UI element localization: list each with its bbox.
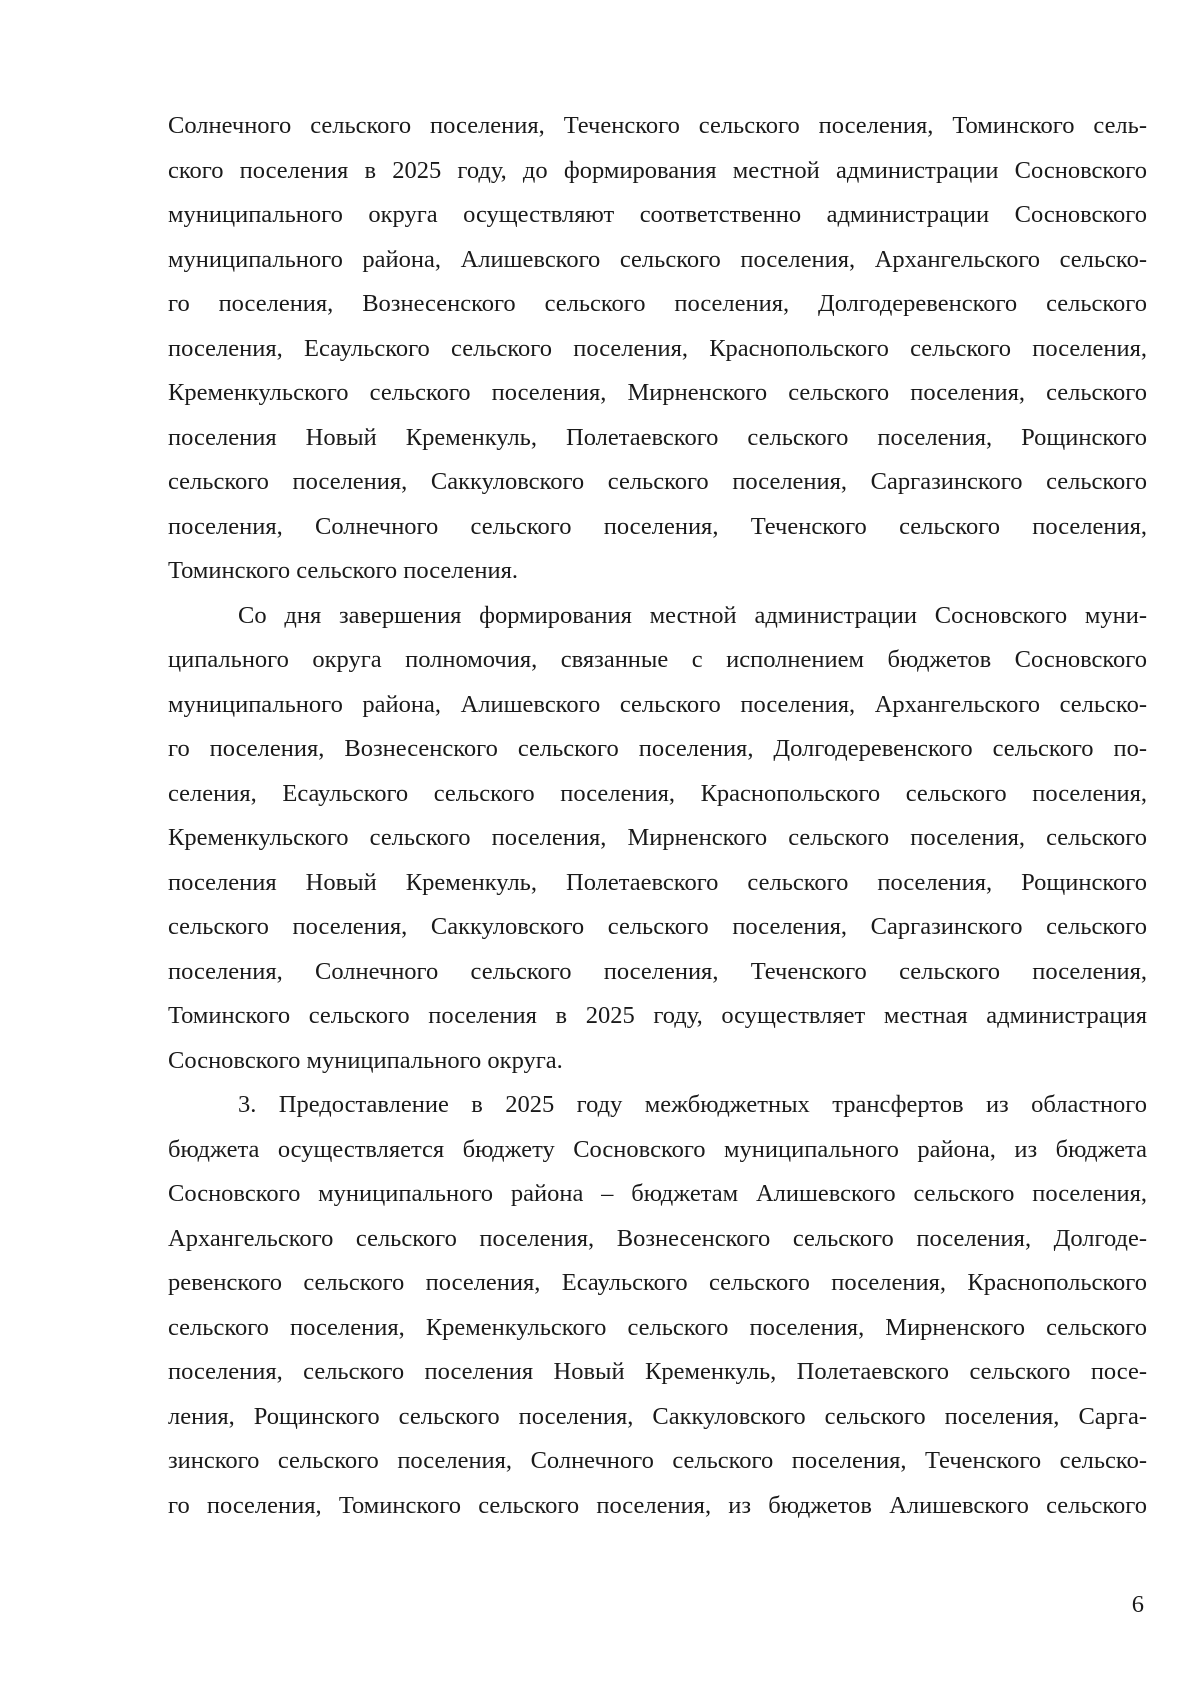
text-line: Со дня завершения формирования местной администрации Сосновского муни-: [238, 601, 1147, 629]
text-line: муниципального района, Алишевского сельского поселения, Архангельского сельско-: [168, 690, 1147, 718]
text-line: ципального округа полномочия, связанные с исполнением бюджетов Сосновского: [168, 646, 1147, 673]
text-line: го поселения, Вознесенского сельского поселения, Долгодеревенского сельского: [168, 290, 1147, 317]
text-line: Томинского сельского поселения в 2025 году, осуществляет местная администрация: [168, 1002, 1147, 1029]
text-line: бюджета осуществляется бюджету Сосновского муниципального района, из бюджета: [168, 1135, 1147, 1163]
text-line: Сосновского муниципального района – бюджетам Алишевского сельского поселения,: [168, 1180, 1147, 1207]
text-line: поселения Новый Кременкуль, Полетаевского сельского поселения, Рощинского: [168, 423, 1147, 451]
text-line: муниципального района, Алишевского сельского поселения, Архангельского сельско-: [168, 245, 1147, 273]
text-line: сельского поселения, Саккуловского сельского поселения, Саргазинского сельского: [168, 913, 1147, 940]
document-body: [168, 104, 1147, 1528]
paragraph-1: [168, 104, 1147, 594]
text-line: сельского поселения, Саккуловского сельского поселения, Саргазинского сельского: [168, 468, 1147, 495]
text-line: муниципального округа осуществляют соответственно администрации Сосновского: [168, 201, 1147, 228]
text-line: сельского поселения, Кременкульского сельского поселения, Мирненского сельского: [168, 1313, 1147, 1341]
text-line: поселения, сельского поселения Новый Кременкуль, Полетаевского сельского посе-: [168, 1358, 1147, 1385]
text-line: Архангельского сельского поселения, Вознесенского сельского поселения, Долгоде-: [168, 1224, 1147, 1252]
paragraph-2: [168, 594, 1147, 1084]
text-line: ского поселения в 2025 году, до формирования местной администрации Сосновского: [168, 156, 1147, 184]
text-line: Сосновского муниципального округа.: [168, 1046, 563, 1074]
text-line: 3. Предоставление в 2025 году межбюджетных трансфертов из областного: [238, 1091, 1147, 1118]
page-number: 6: [1131, 1591, 1144, 1618]
text-line: поселения, Солнечного сельского поселения, Теченского сельского поселения,: [168, 957, 1147, 985]
text-line: Солнечного сельского поселения, Теченского сельского поселения, Томинского сель-: [168, 112, 1147, 139]
text-line: го поселения, Томинского сельского поселения, из бюджетов Алишевского сельского: [168, 1491, 1147, 1519]
text-line: поселения Новый Кременкуль, Полетаевского сельского поселения, Рощинского: [168, 868, 1147, 896]
paragraph-3: [168, 1083, 1147, 1528]
text-line: ревенского сельского поселения, Есаульского сельского поселения, Краснопольского: [168, 1269, 1147, 1296]
text-line: зинского сельского поселения, Солнечного сельского поселения, Теченского сельско-: [168, 1447, 1147, 1474]
text-line: Кременкульского сельского поселения, Мирненского сельского поселения, сельского: [168, 824, 1147, 851]
text-line: поселения, Солнечного сельского поселения, Теченского сельского поселения,: [168, 512, 1147, 540]
text-line: селения, Есаульского сельского поселения, Краснопольского сельского поселения,: [168, 779, 1147, 807]
text-line: поселения, Есаульского сельского поселения, Краснопольского сельского поселения,: [168, 334, 1147, 362]
text-line: Томинского сельского поселения.: [168, 557, 519, 584]
text-line: Кременкульского сельского поселения, Мирненского сельского поселения, сельского: [168, 379, 1147, 406]
text-line: го поселения, Вознесенского сельского поселения, Долгодеревенского сельского по-: [168, 735, 1147, 762]
text-line: ления, Рощинского сельского поселения, Саккуловского сельского поселения, Сарга-: [168, 1402, 1147, 1430]
